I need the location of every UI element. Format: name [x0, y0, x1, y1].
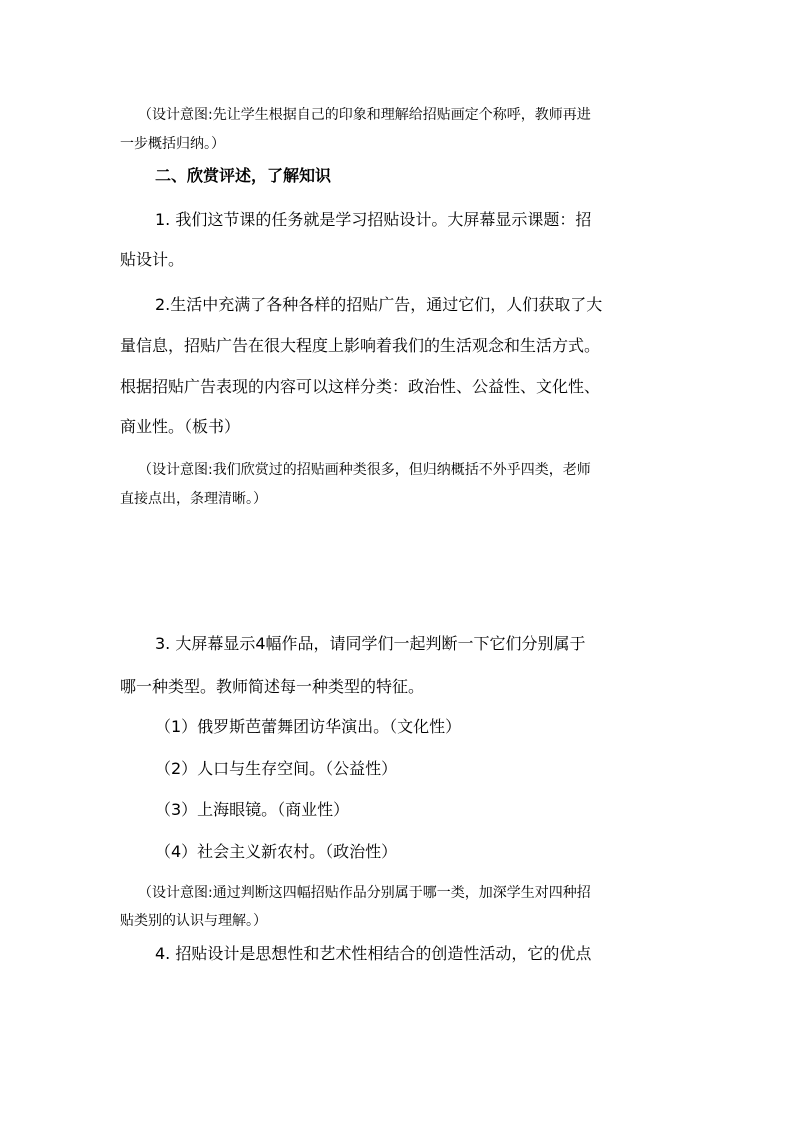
design-intent-note-2-line-2: 直接点出，条理清晰。）	[120, 491, 267, 507]
design-intent-note-1-line-1: （设计意图:先让学生根据自己的印象和理解给招贴画定个称呼，教师再进	[138, 107, 591, 123]
item-2-line-3: 根据招贴广告表现的内容可以这样分类：政治性、公益性、文化性、	[120, 377, 601, 396]
section-2-heading: 二、欣赏评述，了解知识	[155, 166, 332, 185]
item-3-line-1: 3. 大屏幕显示4幅作品，请同学们一起判断一下它们分别属于	[155, 634, 586, 653]
design-intent-note-3-line-1: （设计意图:通过判断这四幅招贴作品分别属于哪一类，加深学生对四种招	[138, 885, 591, 901]
item-1-line-1: 1. 我们这节课的任务就是学习招贴设计。大屏幕显示课题：招	[155, 210, 592, 229]
item-2-line-4: 商业性。（板书）	[120, 417, 241, 436]
work-item-2: （2）人口与生存空间。（公益性）	[155, 759, 398, 778]
work-item-3: （3）上海眼镜。（商业性）	[155, 800, 350, 819]
work-item-4: （4）社会主义新农村。（政治性）	[155, 842, 398, 861]
item-1-line-2: 贴设计。	[120, 250, 185, 269]
work-item-1: （1）俄罗斯芭蕾舞团访华演出。（文化性）	[155, 717, 462, 736]
item-2-line-1: 2.生活中充满了各种各样的招贴广告，通过它们，人们获取了大	[155, 295, 603, 314]
item-2-line-2: 量信息，招贴广告在很大程度上影响着我们的生活观念和生活方式。	[120, 336, 601, 355]
design-intent-note-2-line-1: （设计意图:我们欣赏过的招贴画种类很多，但归纳概括不外乎四类，老师	[138, 462, 591, 478]
design-intent-note-3-line-2: 贴类别的认识与理解。）	[120, 913, 267, 929]
item-4-line-1: 4. 招贴设计是思想性和艺术性相结合的创造性活动，它的优点	[155, 944, 592, 963]
design-intent-note-1-line-2: 一步概括归纳。）	[120, 136, 225, 152]
item-3-line-2: 哪一种类型。教师简述每一种类型的特征。	[120, 677, 425, 696]
